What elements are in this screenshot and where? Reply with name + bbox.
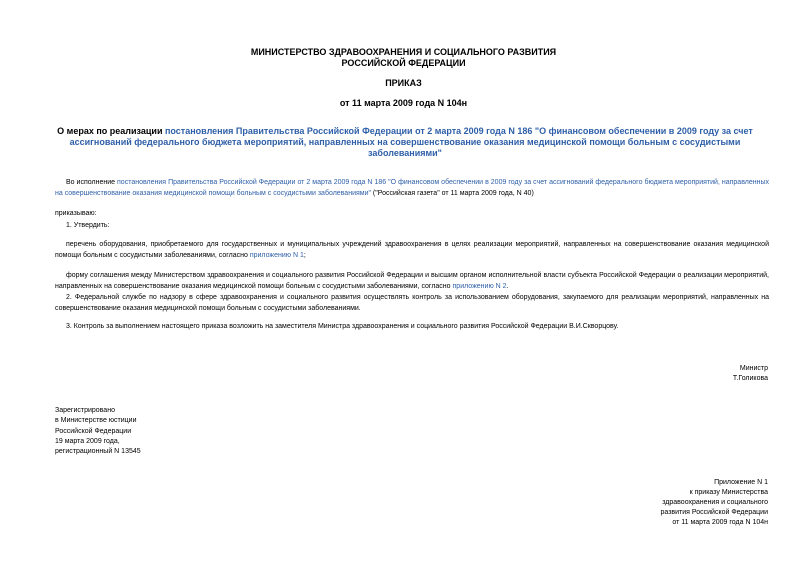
registration-line-5: регистрационный N 13545 [55,448,141,456]
ministry-line-1: МИНИСТЕРСТВО ЗДРАВООХРАНЕНИЯ И СОЦИАЛЬНОГО РАЗВИТИЯ [250,47,557,57]
ministry-heading [0,47,807,69]
doc-type: ПРИКАЗ [385,78,422,88]
title-prefix: О мерах по реализации [57,126,165,136]
registration-line-1: Зарегистрировано [55,407,115,414]
signature-name: Т.Голикова [732,375,768,382]
item-1a [55,239,769,261]
doc-date: от 11 марта 2009 года N 104н [339,98,468,108]
appendix-1-link[interactable]: приложению N 1 [249,252,304,259]
intro-resolution-link[interactable]: постановления Правительства Российской Федерации от 2 марта 2009 года N 186 "О финансовом обеспечении в 2009 году за счет ассигнований федерального бюджета мероприятий, направленных на совершенствование оказания медицинской помощи больным с сосудистыми заболеваниями" [55,179,769,197]
ministry-line-2: РОССИЙСКОЙ ФЕДЕРАЦИИ [341,58,466,68]
appendix-heading [660,478,768,528]
intro-paragraph [55,177,769,199]
item-1a-text: перечень оборудования, приобретаемого для государственных и муниципальных учреждений здравоохранения в целях реализации мероприятий, направленных на совершенствование оказания медицинской помощи больным с сосудистыми заболеваниями, согласно [55,241,769,259]
registration-line-4: 19 марта 2009 года, [55,437,120,445]
item-3: 3. Контроль за выполнением настоящего приказа возложить на заместителя Министра здравоохранения и социального развития Российской Федерации В.И.Скворцову. [66,323,619,330]
registration-block [55,406,141,457]
item-1b-end: . [506,283,509,290]
item-1b-text: форму соглашения между Министерством здравоохранения и социального развития Российской Федерации и высшим органом исполнительной власти субъекта Российской Федерации о реализации мероприятий, направленных на совершенствование оказания медицинской помощи больным с сосудистыми заболеваниями, согласно [55,272,769,290]
appendix-2-link[interactable]: приложению N 2 [452,283,507,290]
signature-block [733,364,768,384]
signature-position: Министр [739,365,768,372]
appendix-line-5: от 11 марта 2009 года N 104н [672,519,768,526]
title-resolution-link[interactable]: постановления Правительства Российской Федерации от 2 марта 2009 года N 186 "О финансовом обеспечении в 2009 году за счет ассигнований федерального бюджета мероприятий, направленных на совершенствование оказания медицинской помощи больным с сосудистыми заболеваниями" [69,126,753,158]
appendix-line-4: развития Российской Федерации [660,509,768,516]
item-1a-end: ; [303,252,306,259]
appendix-line-3: здравоохранения и социального [662,499,768,506]
appendix-line-1: Приложение N 1 [714,479,768,486]
intro-suffix: ("Российская газета" от 11 марта 2009 года, N 40) [370,190,534,197]
document-title [55,126,755,159]
orders-label: приказываю: [55,210,97,217]
intro-prefix: Во исполнение [66,179,118,186]
registration-line-2: в Министерстве юстиции [55,417,137,425]
item-1: 1. Утвердить: [66,222,110,229]
item-2: 2. Федеральной службе по надзору в сфере здравоохранения и социального развития осуществлять контроль за использованием оборудования, закупаемого для реализации мероприятий, направленных на совершенствование оказания медицинской помощи больным с сосудистыми заболеваниями. [55,294,769,312]
item-1b [55,270,769,292]
registration-line-3: Российской Федерации [55,427,132,435]
appendix-line-2: к приказу Министерства [689,489,768,496]
